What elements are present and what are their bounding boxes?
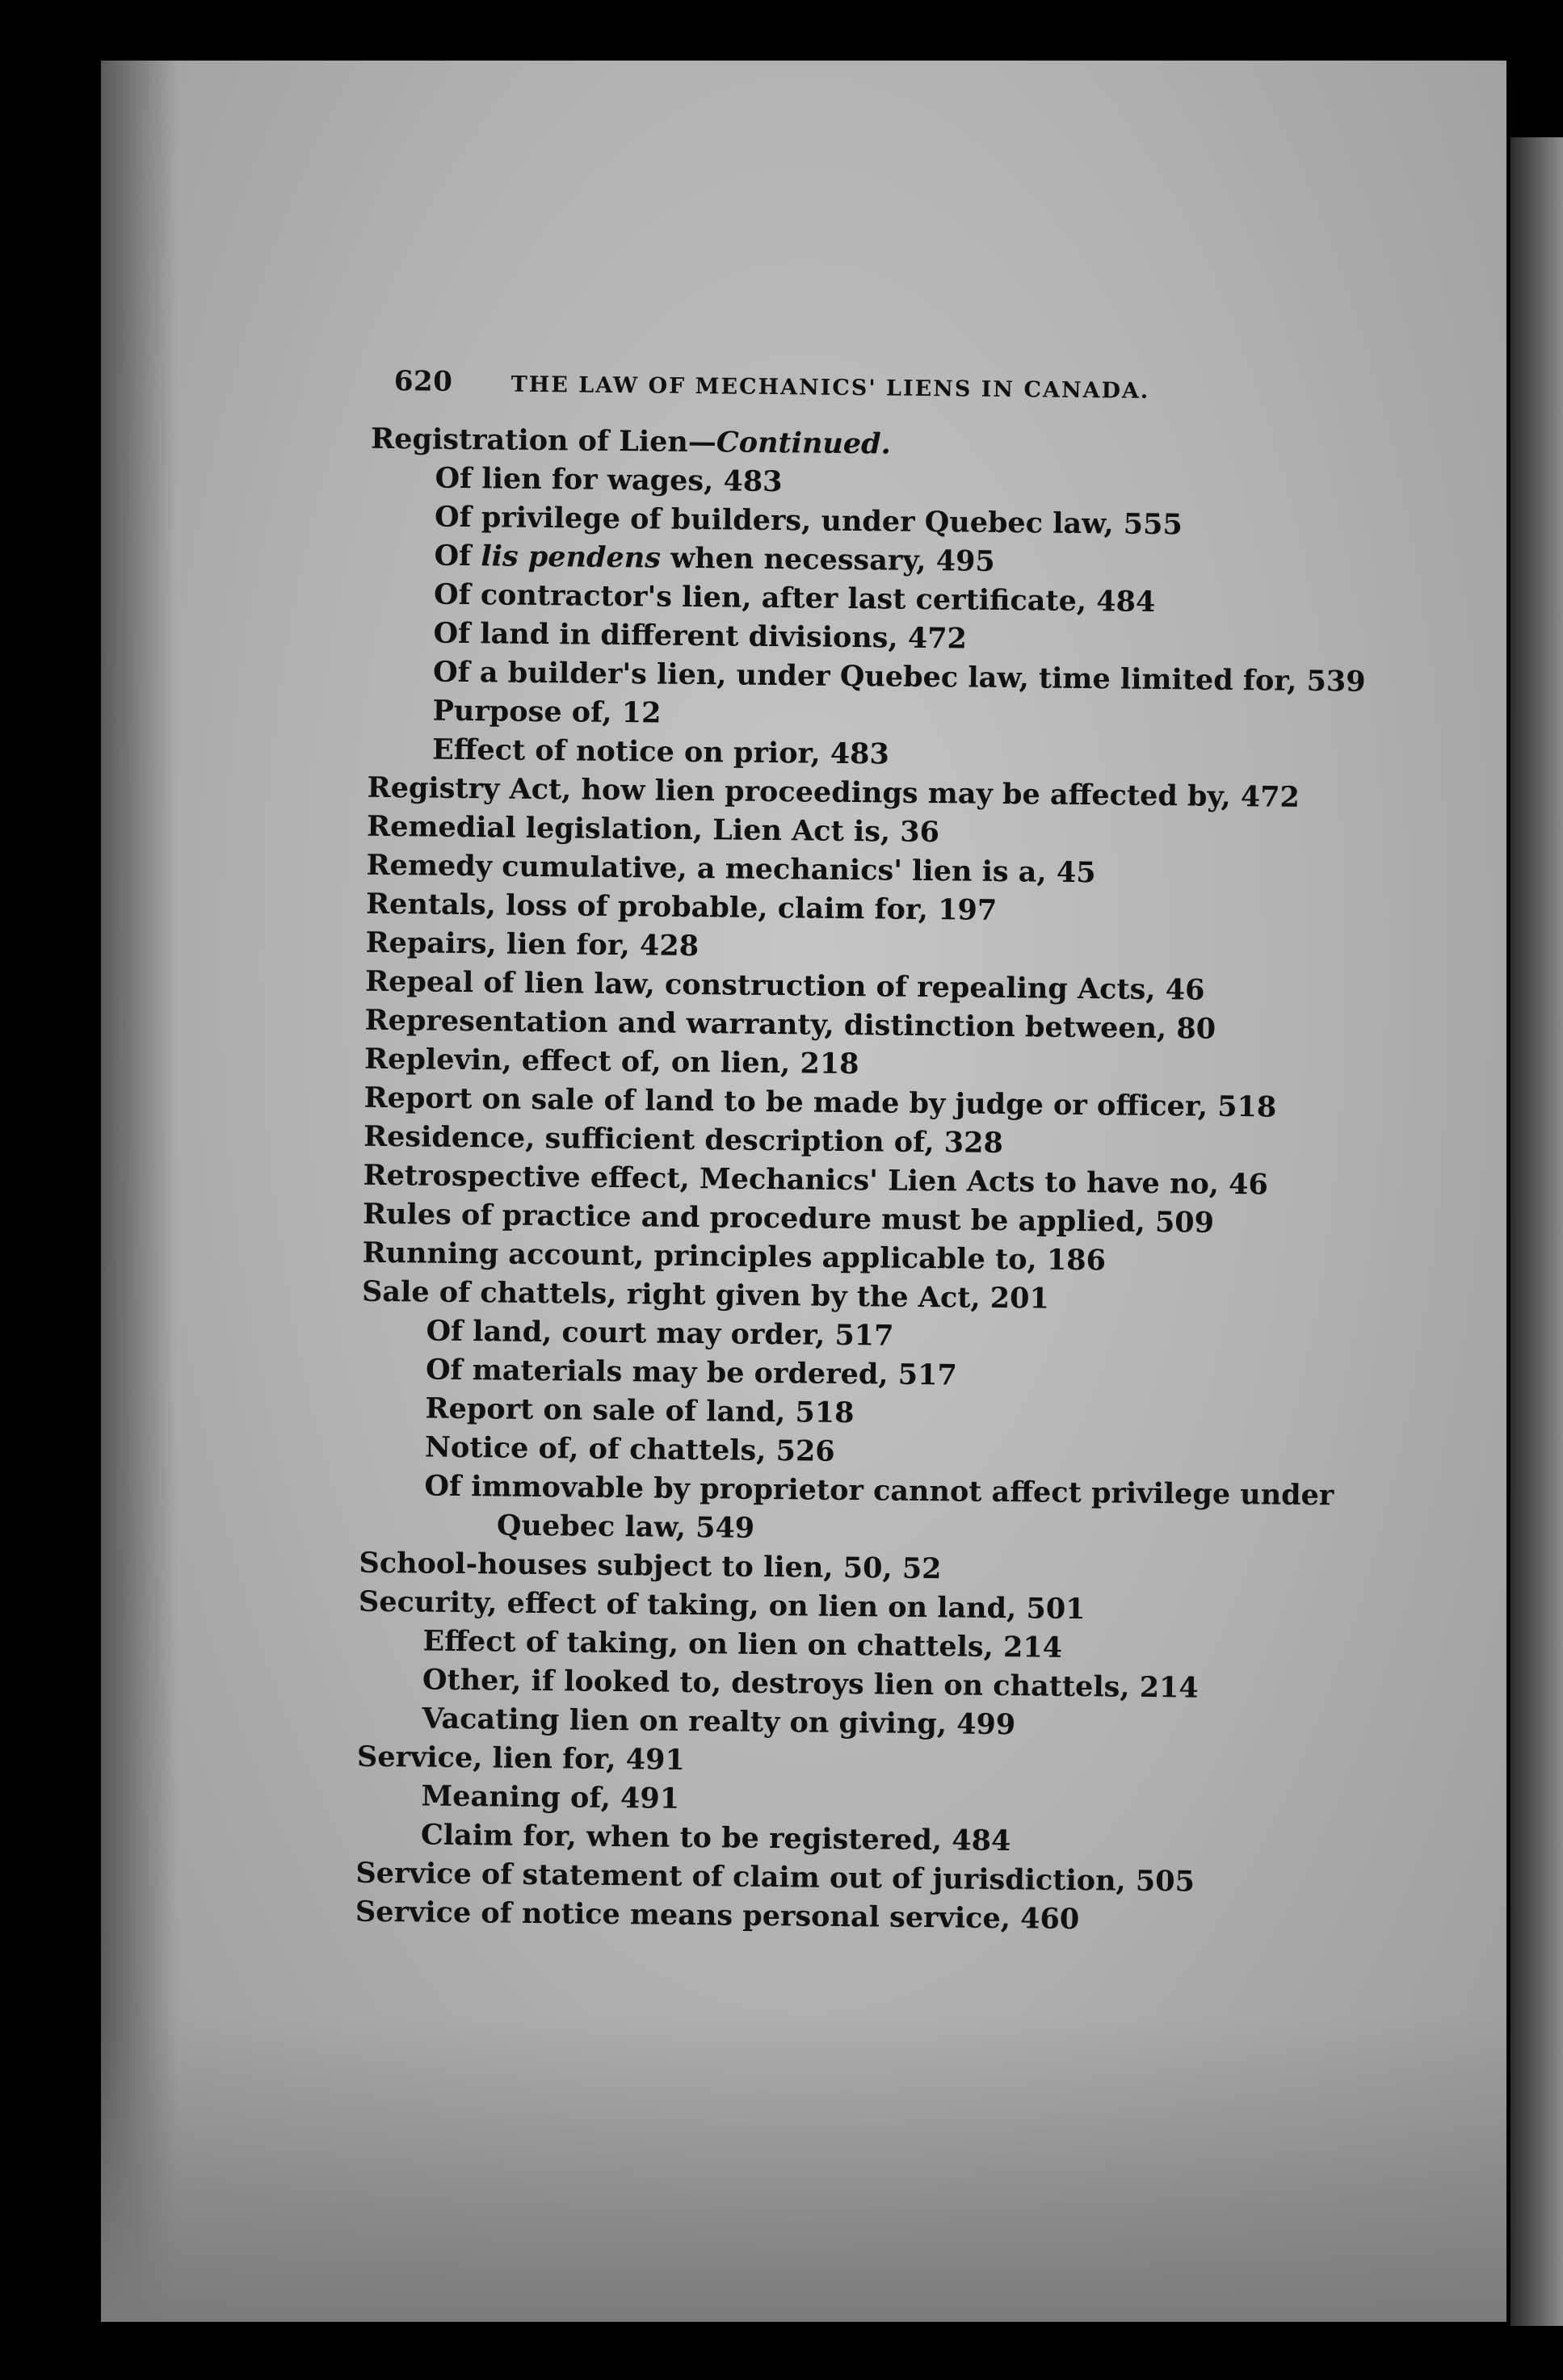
index-entry: Repeal of lien law, construction of repealing Acts, 46: [364, 964, 1205, 1007]
index-entry: Rentals, loss of probable, claim for, 197: [365, 887, 998, 927]
index-entry-heading: Registration of Lien—Continued.: [370, 422, 892, 461]
index-entry: Registry Act, how lien proceedings may be affected by, 472: [367, 770, 1300, 814]
index-entry: Replevin, effect of, on lien, 218: [363, 1042, 859, 1081]
index-entry: Vacating lien on realty on giving, 499: [422, 1702, 1016, 1742]
index-entries: [355, 420, 1381, 1942]
index-entry-continuation: Quebec law, 549: [496, 1509, 755, 1545]
index-entry: Service of statement of claim out of jurisdiction, 505: [355, 1856, 1195, 1899]
index-entry: Other, if looked to, destroys lien on chattels, 214: [422, 1663, 1199, 1705]
index-entry: Report on sale of land, 518: [425, 1391, 855, 1430]
index-entry: Report on sale of land to be made by judge or officer, 518: [363, 1081, 1277, 1124]
index-entry: Of lien for wages, 483: [435, 461, 783, 499]
index-entry: Remedy cumulative, a mechanics' lien is a, 45: [366, 848, 1096, 890]
index-entry: Residence, sufficient description of, 328: [363, 1119, 1004, 1161]
index-entry: Effect of taking, on lien on chattels, 214: [422, 1624, 1063, 1664]
index-entry: Claim for, when to be registered, 484: [420, 1818, 1011, 1858]
index-entry: Meaning of, 491: [421, 1779, 680, 1815]
index-entry: Remedial legislation, Lien Act is, 36: [366, 809, 940, 850]
index-entry: Of materials may be ordered, 517: [425, 1353, 958, 1392]
index-entry: Retrospective effect, Mechanics' Lien Acts to have no, 46: [363, 1158, 1269, 1202]
index-entry: Notice of, of chattels, 526: [424, 1430, 835, 1468]
index-entry: Of a builder's lien, under Quebec law, time limited for, 539: [432, 655, 1366, 699]
index-entry: Effect of notice on prior, 483: [431, 732, 890, 771]
index-entry: Repairs, lien for, 428: [365, 926, 700, 963]
index-entry: Of immovable by proprietor cannot affect privilege under Quebec law, 549: [359, 1467, 1378, 1555]
running-header: [394, 362, 1283, 413]
index-entry: Of land in different divisions, 472: [433, 616, 968, 656]
index-entry: Service of notice means personal service, 460: [355, 1895, 1080, 1937]
index-entry: School-houses subject to lien, 50, 52: [359, 1546, 942, 1586]
page-number: 620: [393, 365, 453, 398]
index-entry: Security, effect of taking, on lien on land, 501: [358, 1585, 1086, 1627]
index-entry: Purpose of, 12: [432, 694, 662, 730]
index-entry: Service, lien for, 491: [356, 1740, 686, 1777]
index-entry: Of lis pendens when necessary, 495: [434, 539, 995, 578]
index-entry: Of land, court may order, 517: [426, 1314, 894, 1353]
index-entry: Rules of practice and procedure must be applied, 509: [362, 1197, 1215, 1240]
index-entry: Representation and warranty, distinction between, 80: [364, 1003, 1216, 1046]
running-title: THE LAW OF MECHANICS' LIENS IN CANADA.: [510, 371, 1150, 404]
index-entry: Sale of chattels, right given by the Act, 201: [361, 1274, 1050, 1316]
index-entry: Of privilege of builders, under Quebec law, 555: [434, 500, 1183, 542]
index-entry: Running account, principles applicable to, 186: [362, 1236, 1107, 1278]
index-entry: Of contractor's lien, after last certificate, 484: [433, 577, 1156, 619]
